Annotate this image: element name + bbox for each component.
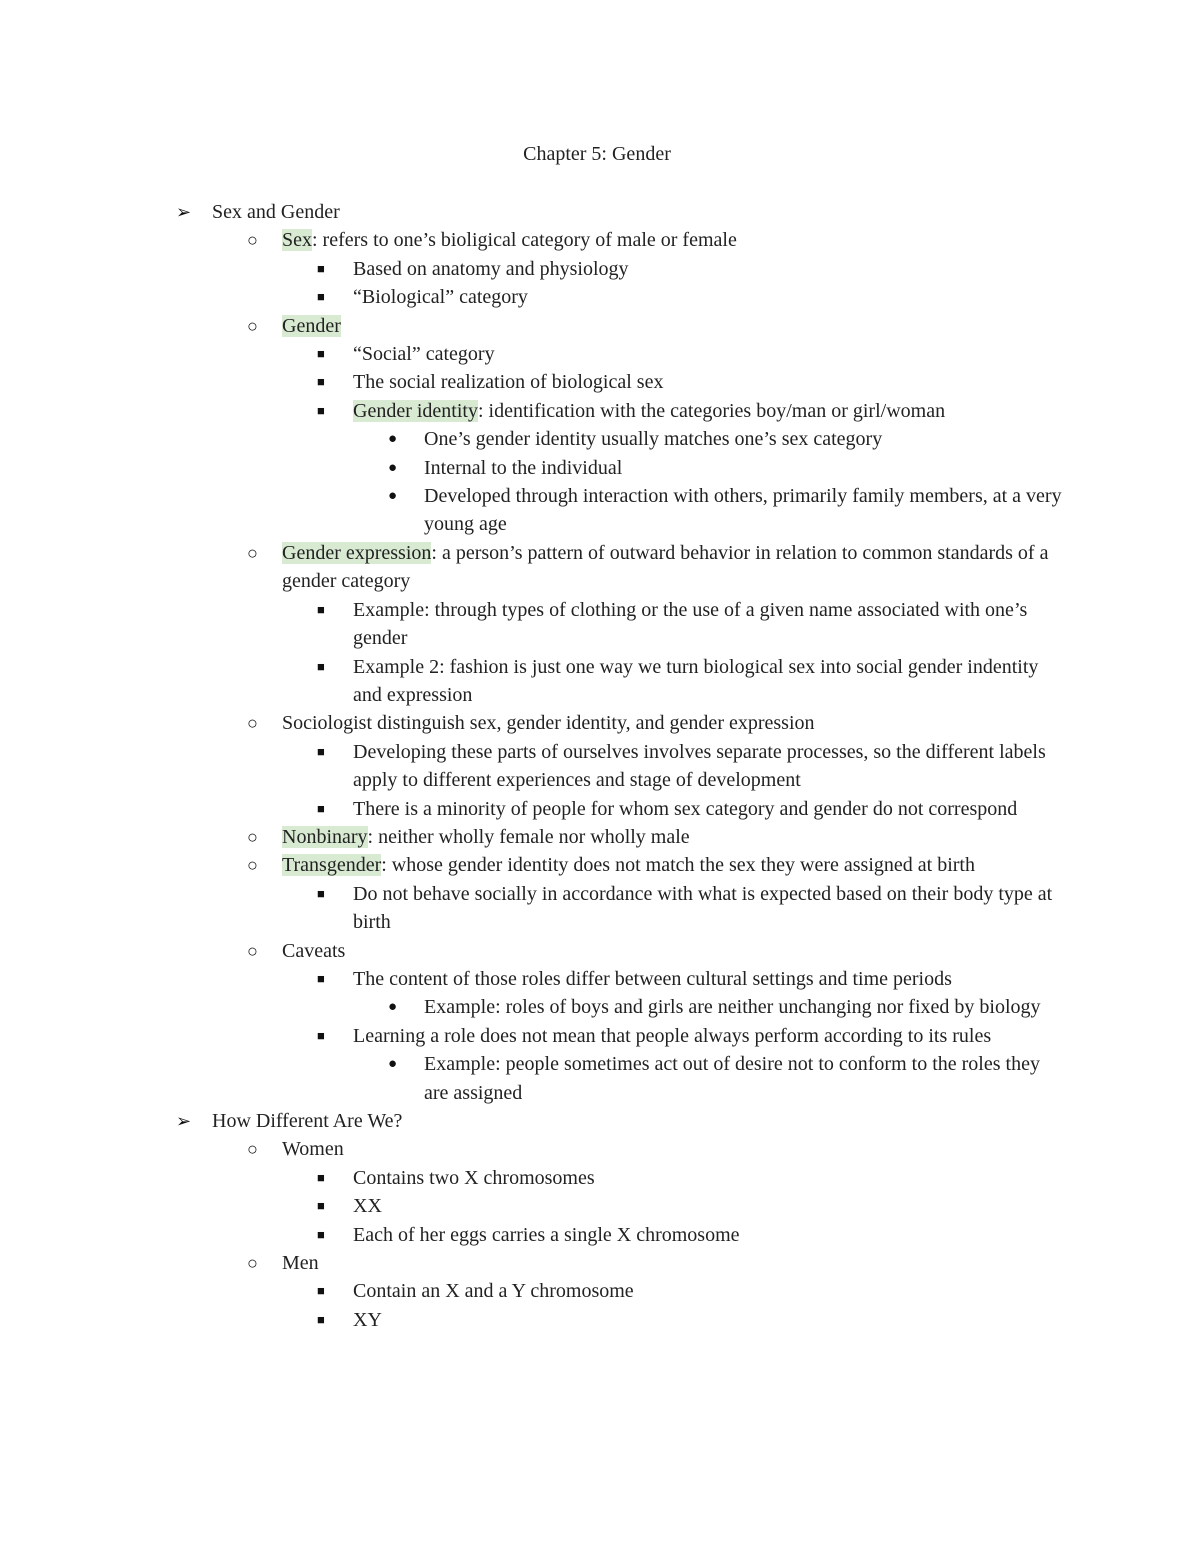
bullet-marker: ○ <box>247 855 258 876</box>
outline-item-text: “Social” category <box>353 343 495 366</box>
outline-item-text: The content of those roles differ between cultural settings and time periods <box>353 967 952 990</box>
outline-item-text: Example: people sometimes act out of desire not to conform to the roles they are assigned <box>424 1053 1040 1104</box>
outline-item-text: Internal to the individual <box>424 456 623 479</box>
bullet-marker: ■ <box>317 970 325 986</box>
bullet-marker: ■ <box>317 289 325 305</box>
highlighted-term: Nonbinary <box>282 825 368 848</box>
outline-item-level-2 <box>0 851 1062 879</box>
bullet-marker: ○ <box>247 315 258 336</box>
outline-item-level-3 <box>0 1164 1063 1192</box>
outline-item-level-3 <box>0 283 1063 311</box>
outline-item-level-4 <box>0 993 1064 1021</box>
bullet-marker: ■ <box>317 374 325 390</box>
outline-item-text: Sex and Gender <box>212 201 340 223</box>
bullet-marker: ■ <box>317 743 325 759</box>
outline-item-text: The social realization of biological sex <box>353 371 664 394</box>
outline-item-level-3 <box>0 1022 1063 1050</box>
bullet-marker: ■ <box>317 1027 325 1043</box>
bullet-marker: ➢ <box>176 202 192 222</box>
bullet-marker: ○ <box>247 542 258 563</box>
bullet-marker: ● <box>388 488 398 505</box>
bullet-marker: ○ <box>247 1139 258 1160</box>
outline-item-level-3 <box>0 596 1063 653</box>
outline-item-text: Contains two X chromosomes <box>353 1166 595 1189</box>
outline-item-level-4 <box>0 454 1064 482</box>
outline-item-level-3 <box>0 1221 1063 1249</box>
outline-item-level-2 <box>0 226 1062 254</box>
bullet-marker: ● <box>388 1056 398 1073</box>
bullet-marker: ○ <box>247 230 258 251</box>
outline-item-level-2 <box>0 539 1062 596</box>
bullet-marker: ○ <box>247 1253 258 1274</box>
outline-item-level-4 <box>0 425 1064 453</box>
outline-item-text: Developed through interaction with others, primarily family members, at a very young age <box>424 485 1062 536</box>
bullet-marker: ■ <box>317 800 325 816</box>
outline-item-level-1 <box>0 198 1062 226</box>
outline-item-level-3 <box>0 965 1063 993</box>
outline-item-level-3 <box>0 653 1063 710</box>
outline-item-text: One’s gender identity usually matches one’s sex category <box>424 428 883 451</box>
bullet-marker: ● <box>388 459 398 476</box>
outline-item-level-2 <box>0 312 1062 340</box>
outline-item-text: How Different Are We? <box>212 1110 403 1132</box>
outline-item-level-3 <box>0 368 1063 396</box>
outline-item-text: Caveats <box>282 939 346 962</box>
bullet-marker: ➢ <box>176 1111 192 1131</box>
outline-item-level-2 <box>0 937 1062 965</box>
bullet-marker: ■ <box>317 1311 325 1327</box>
bullet-marker: ■ <box>317 885 325 901</box>
outline-item-level-3 <box>0 340 1063 368</box>
bullet-marker: ○ <box>247 940 258 961</box>
outline-item-level-1 <box>0 1107 1062 1135</box>
outline-item-text: : whose gender identity does not match the sex they were assigned at birth <box>381 854 975 877</box>
page-title: Chapter 5: Gender <box>523 143 671 165</box>
highlighted-term: Gender expression <box>282 541 432 564</box>
outline-item-level-2 <box>0 823 1062 851</box>
outline-item-text: Learning a role does not mean that people always perform according to its rules <box>353 1024 992 1047</box>
bullet-marker: ■ <box>317 1169 325 1185</box>
highlighted-term: Gender identity <box>353 399 478 422</box>
bullet-marker: ■ <box>317 260 325 276</box>
outline-item-level-2 <box>0 1249 1062 1277</box>
outline-item-text: Women <box>282 1138 344 1161</box>
outline-item-text: XX <box>353 1195 382 1218</box>
bullet-marker: ■ <box>317 1226 325 1242</box>
outline-item-text: There is a minority of people for whom sex category and gender do not correspond <box>353 797 1018 820</box>
outline-item-text: Example 2: fashion is just one way we turn biological sex into social gender indentity and expression <box>353 655 1039 706</box>
outline-item-text: : neither wholly female nor wholly male <box>367 825 690 848</box>
outline-item-text: Based on anatomy and physiology <box>353 257 629 280</box>
outline-item-text: Developing these parts of ourselves involves separate processes, so the different labels apply to different experiences and stage of development <box>353 740 1046 792</box>
outline-item-level-3 <box>0 880 1063 937</box>
bullet-marker: ■ <box>317 1198 325 1214</box>
outline-item-text: Men <box>282 1252 319 1275</box>
outline-item-text: : refers to one’s bioligical category of male or female <box>312 229 737 252</box>
outline-item-level-3 <box>0 738 1063 795</box>
outline-item-text: Contain an X and a Y chromosome <box>353 1280 634 1303</box>
outline-item-level-3 <box>0 1306 1063 1334</box>
outline-item-level-3 <box>0 397 1063 425</box>
outline-item-level-2 <box>0 709 1062 737</box>
outline-item-text: : a person’s pattern of outward behavior in relation to common standards of a gender category <box>282 541 1049 593</box>
outline-item-text: : identification with the categories boy/man or girl/woman <box>477 399 946 422</box>
outline-item-text: Example: through types of clothing or the use of a given name associated with one’s gender <box>353 598 1028 650</box>
outline-item-text: “Biological” category <box>353 286 528 309</box>
notes-outline <box>0 198 1200 1334</box>
outline-item-level-3 <box>0 1192 1063 1220</box>
bullet-marker: ○ <box>247 713 258 734</box>
bullet-marker: ● <box>388 431 398 448</box>
bullet-marker: ○ <box>247 826 258 847</box>
outline-item-level-4 <box>0 1050 1064 1107</box>
outline-item-text: Sociologist distinguish sex, gender identity, and gender expression <box>282 712 815 735</box>
bullet-marker: ■ <box>317 658 325 674</box>
outline-item-text: Each of her eggs carries a single X chromosome <box>353 1223 740 1246</box>
outline-item-text: Example: roles of boys and girls are neither unchanging nor fixed by biology <box>424 996 1041 1019</box>
bullet-marker: ● <box>388 999 398 1016</box>
outline-item-text: Do not behave socially in accordance with what is expected based on their body type at birth <box>353 882 1053 934</box>
outline-item-level-3 <box>0 255 1063 283</box>
bullet-marker: ■ <box>317 1283 325 1299</box>
bullet-marker: ■ <box>317 346 325 362</box>
bullet-marker: ■ <box>317 601 325 617</box>
outline-item-level-2 <box>0 1135 1062 1163</box>
highlighted-term: Transgender <box>282 854 382 877</box>
highlighted-term: Gender <box>282 314 341 337</box>
outline-item-text: XY <box>353 1308 382 1331</box>
highlighted-term: Sex <box>282 229 312 252</box>
outline-item-level-3 <box>0 795 1063 823</box>
outline-item-level-3 <box>0 1277 1063 1305</box>
bullet-marker: ■ <box>317 402 325 418</box>
outline-item-level-4 <box>0 482 1064 539</box>
